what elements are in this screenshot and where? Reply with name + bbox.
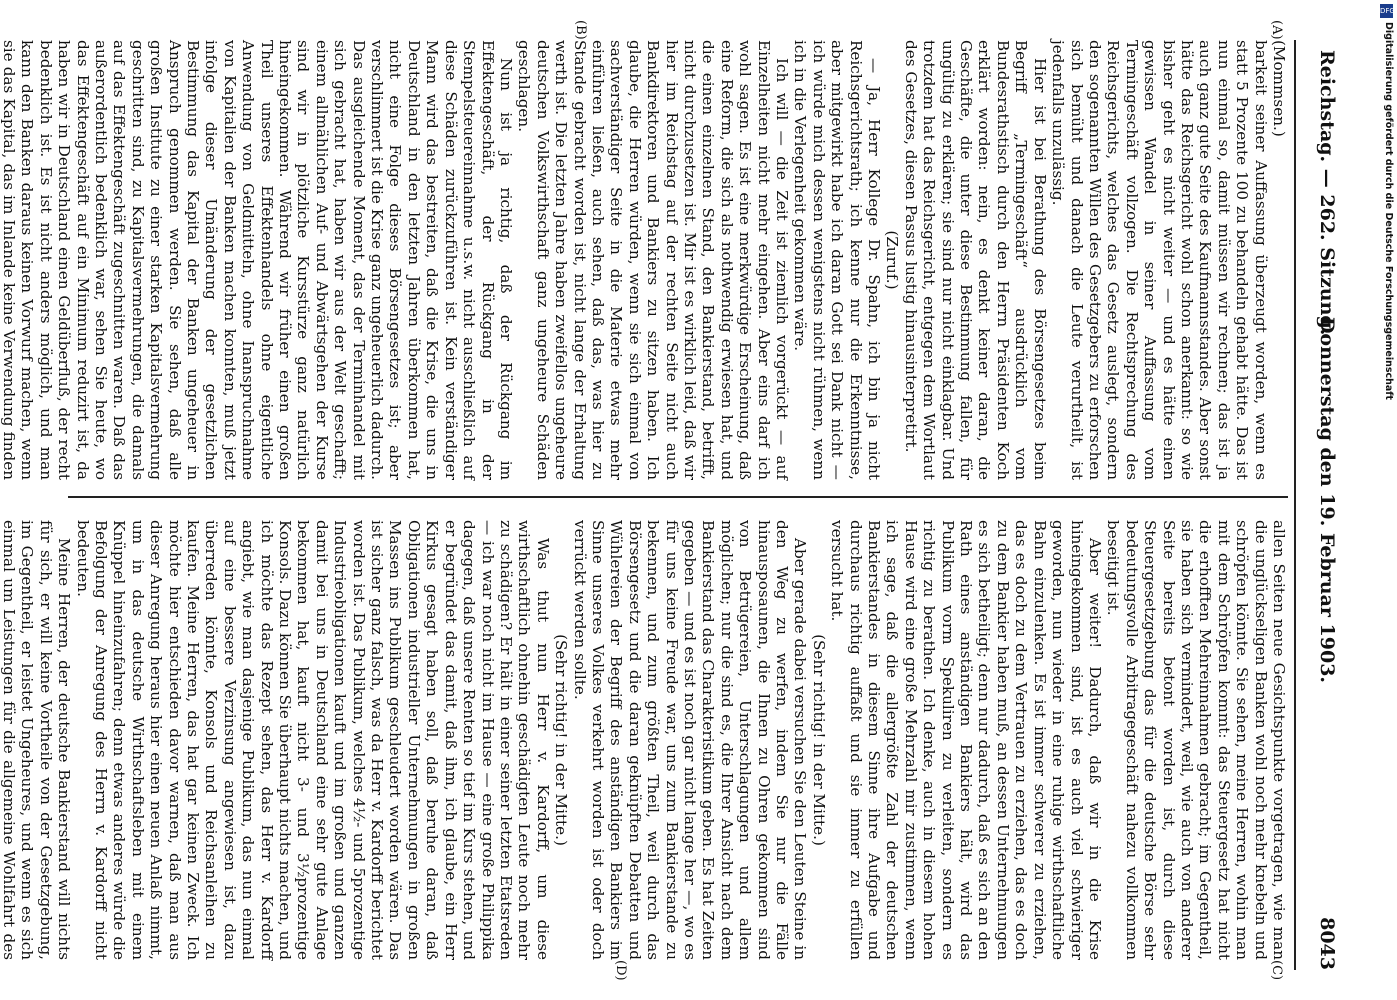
header-left: Reichstag. — 262. Sitzung. [1316, 50, 1338, 336]
paragraph: Aber weiter! Dadurch, daß wir in die Krise hineingekommen sind, ist es auch viel schwieriger geworden, nun wieder in eine ruhige wirthschaftliche Bahn einzulenken. Es ist immer schwerer zu erziehen, das es doch zu dem Vertrauen zu erziehen, das es doch zu dem Bankier haben muß, an dessen Unternehmungen es sich betheiligt; denn nur dadurch, daß es sich an den Rath eines anständigen Bankiers hält, wird das Publikum vorm Spekuliren zu verleiten, sondern es richtig zu berathen. Ich denke, auch in diesem hohen Hause wird eine große Mehrzahl mir zustimmen, wenn ich sage, daß die allergrößte Zahl der deutschen Bankierstandes in diesem Sinne ihre Aufgabe und durchaus richtig auffaßt und sie immer zu erfüllen versucht hat. [828, 520, 1104, 960]
margin-mark-d: (D) [613, 960, 628, 981]
paragraph: Was thut nun Herr v. Kardorff, um diese wirthschaftlich ohnehin geschädigten Leute noch mehr zu schädigen? Er hält in einer seiner letzten Etatsreden — ich war noch nicht im Hause — eine große Philippika dagegen, daß unsere Renten so tief im Kurs stehen, und er begründet das damit, daß ihm, ich glaube, ein Herr Kirkus gesagt haben soll, daß beruhe daran, daß Obligationen industrieller Unternehmungen in großen Massen ins Publikum geschleudert worden wären. Das ist sicher ganz falsch, was da Herr v. Kardorff berichtet worden ist. Das Publikum, welches 4½- und 5prozentige Industrieobligationen kauft und im großen und ganzen damit bei uns in Deutschland eine sehr gute Anlage bekommen hat, kauft nicht 3- und 3½prozentige Konsols. Dazu können Sie überhaupt nichts machen, und ich möchte das Rezept sehen, das Herr v. Kardorff angiebt, wie man dasjenige Publikum, das nun einmal auf eine bessere Verzinsung angewiesen ist, dazu überreden könnte, Konsols und Reichsanleihen zu kaufen. Meine Herren, das hat gar keinen Zweck. Ich möchte hier entschieden davor warnen, daß man aus dieser Anregung heraus hier einen neuen Anlaß nimmt, um in das deutsche Wirthschaftsleben mit einem Knüppel hineinzufahren; denn etwas anderes würde die Befolgung der Anregung des Herrn v. Kardorff nicht bedeuten. [73, 520, 552, 960]
paragraph: allen Seiten neue Gesichtspunkte vorgetragen, wie man die unglückseligen Banken wohl noch mehr knebeln und schröpfen könnte. Sie sehen, meine Herren, wohin man mit dem Schröpfen kommt: das Steuergesetz hat nicht die erhofften Mehreinnahmen gebracht; im Gegentheil, sie haben sich vermindert, weil, wie auch von anderer Seite bereits betont worden ist, durch diese Steuergesetzgebung das für die deutsche Börse sehr bedeutungsvolle Arbitragegeschäft nahezu vollkommen beseitigt ist. [1104, 520, 1288, 960]
paragraph: Ich will — die Zeit ist ziemlich vorgerückt — auf Einzelheiten nicht mehr eingehen. Aber eins darf ich wohl sagen. Es ist eine merkwürdige Erscheinung, daß eine Reform, die sich als nothwendig erwiesen hat, und die einen einzelnen Stand, den Bankierstand, betrifft, nicht durchzusetzen ist. Mir ist es wirklich leid, daß wir hier im Reichstag auf der rechten Seite nicht auch Bankdirektoren und Bankiers zu sitzen haben. Ich glaube, die Herren würden, wenn sie sich einmal von sachverständiger Seite in die Materie etwas mehr einführen ließen, auch sehen, daß das, was hier zu Stande gebracht worden ist, nicht lange der Erhaltung werth ist. Die letzten Jahre haben zweifellos ungeheure deutschen Volkswirthschaft ganz ungeheure Schäden geschlagen. [515, 40, 792, 480]
credit-text: Digitalisierung gefördert durch die Deutsche Forschungsgemeinschaft [1383, 22, 1394, 400]
dfg-logo-icon: DFG [1380, 4, 1393, 18]
interjection: (Sehr richtig! in der Mitte.) [552, 634, 571, 846]
rotated-page-content [0, 20, 1348, 981]
page-header [1308, 20, 1348, 980]
header-date: Donnerstag den 19. Februar 1903. [1316, 316, 1338, 684]
interjection: (Zuruf.) [883, 230, 902, 290]
left-column [0, 40, 1288, 480]
header-rule [1294, 40, 1296, 970]
paragraph: Nun ist ja richtig, daß der Rückgang im Effektengeschäft, der Rückgang in der Stempelsteuereinnahme u.s.w. nicht ausschließlich auf diese Schäden zurückzuführen ist. Kein verständiger Mann wird das bestreiten, daß die Krise, die uns in Deutschland in den letzten Jahren überkommen hat, nicht eine Folge dieses Börsengesetzes ist; aber verschlimmert ist die Krise ganz ungeheuerlich dadurch. Das ausgleichende Moment, das der Terminhandel mit sich gebracht hat, haben wir aus der Welt geschafft; einem allmählichen Auf- und Abwärtsgehen der Kurse sind wir in plötzliche Kursstürze ganz natürlich hineingekommen. Während wir früher einen großen Theil unseres Effektenhandels ohne eigentliche Anwendung von Geldmitteln, ohne Inanspruchnahme von Kapitalien der Banken machen konnten, muß jetzt infolge dieser Umänderung der gesetzlichen Bestimmung das Kapital der Banken ungeheuer in Anspruch genommen werden. Sie sehen, daß alle großen Institute zu einer starken Kapitalsvermehrung geschritten sind, zu Kapitalsvermehrungen, die damals auf das Effektengeschäft zugeschnitten waren. Daß das außerordentlich bedenklich war, sehen Sie heute, wo das Effektengeschäft auf ein Minimum reduzirt ist, da haben wir in Deutschland einen Geldüberfluß, der recht bedenklich ist. Es ist nicht anders möglich, und man kann den Banken daraus keinen Vorwurf machen, wenn sie das Kapital, das im Inlande keine Verwendung finden [0, 40, 515, 480]
paragraph: Aber gerade dabei versuchen Sie den Leuten Steine in den Weg zu werfen, indem Sie nur die Fälle hinausposaunen, die Ihnen zu Ohren gekommen sind von Betrügereien, Unterschlagungen und allem möglichen; nur die sind es, die Ihrer Ansicht nach dem Bankierstand das Charakteristikum geben. Es hat Zeiten gegeben — und es ist noch gar nicht lange her —, wo es für uns keine Freude war, uns zum Bankierstande zu bekennen, und zum größten Theil, weil durch das Börsengesetz und die daran geknüpften Debatten und Wühlereien der Begriff des anständigen Bankiers im Sinne unseres Volkes verkehrt worden ist oder doch verrückt werden sollte. [570, 520, 810, 960]
interjection: (Sehr richtig! in der Mitte.) [809, 634, 828, 846]
margin-mark-b: (B) [573, 20, 588, 40]
paragraph: Meine Herren, der deutsche Bankierstand will nichts für sich, er will keine Vortheile von der Gesetzgebung, im Gegentheil, er leistet Ungeheures, und wenn es sich einmal um Leistungen für die allgemeine Wohlfahrt des [0, 520, 74, 960]
right-column [0, 520, 1288, 960]
margin-mark-a: (A) [1269, 20, 1284, 40]
margin-mark-c: (C) [1269, 960, 1284, 981]
column-divider [68, 496, 1288, 498]
paragraph: — Ja, Herr Kollege Dr. Spahn, ich bin ja nicht Reichsgerichtsrath; ich kenne nur die Erkenntnisse, aber mitgewirkt habe ich daran Gott sei Dank nicht — ich würde mich dessen wenigstens nicht rühmen, wenn ich in die Verlegenheit gekommen wäre. [791, 40, 884, 480]
page-number: 8043 [1316, 917, 1338, 970]
paragraph: Hier ist bei Berathung des Börsengesetzes beim Begriff „Termingeschäft“ ausdrücklich vom Bundesrathstisch durch den Herrn Präsidenten Koch erklärt worden: nein, es denkt keiner daran, die Geschäfte, die unter diese Bestimmung fallen, für ungültig zu erklären; sie sind nur nicht einklagbar. Und trotzdem hat das Reichsgericht, entgegen dem Wortlaut des Gesetzes, diesen Passus lustig hinausinterpretirt. [901, 40, 1049, 480]
paragraph: barkeit seiner Auffassung überzeugt worden, wenn es statt 5 Prozente 100 zu behandeln gehabt hätte. Das ist nun einmal so, damit müssen wir rechnen; das ist ja auch ganz gute Seite des Kaufmannsstandes. Aber sonst hätte das Reichsgericht wohl schon anerkannt: so wie bisher geht es nicht weiter — und es hätte einen gewissen Wandel in seiner Auffassung vom Termingeschäft vollzogen. Die Rechtsprechung des Reichsgerichts, welches das Gesetz auslegt, sondern den sogenannten Willen des Gesetzgebers zu erforschen sich bemüht und danach die Leute verurtheilt, ist jedenfalls unzulässig. [1049, 40, 1270, 480]
speaker-tag: (Mommsen.) [1270, 40, 1288, 137]
digitization-credit [1378, 22, 1394, 982]
